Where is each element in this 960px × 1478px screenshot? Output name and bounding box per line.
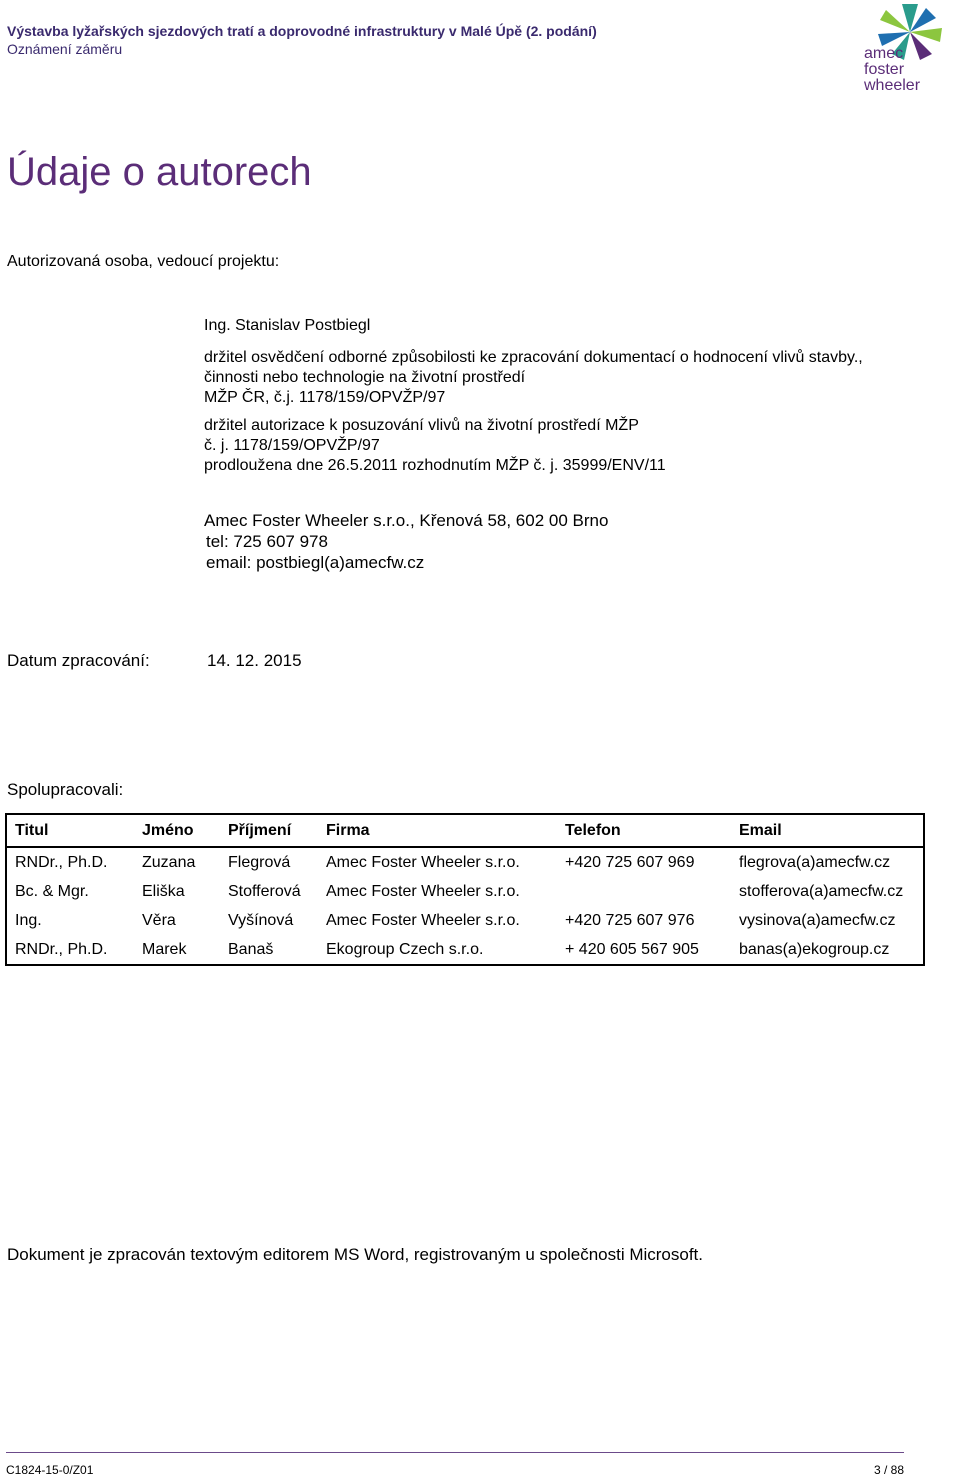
table-cell: Marek (134, 935, 220, 965)
logo-text-line: foster (864, 61, 905, 78)
contact-block (204, 510, 608, 573)
cert-line: činnosti nebo technologie na životní prostředí (204, 369, 526, 386)
column-header: Email (731, 814, 924, 847)
cert-line: MŽP ČR, č.j. 1178/159/OPVŽP/97 (204, 389, 446, 406)
date-value: 14. 12. 2015 (207, 651, 302, 670)
author-name: Ing. Stanislav Postbiegl (204, 317, 371, 334)
table-cell: Flegrová (228, 854, 291, 871)
auth-line: č. j. 1178/159/OPVŽP/97 (204, 437, 380, 454)
collaborators-table (5, 813, 925, 966)
table-row (6, 847, 924, 877)
author-name-block (204, 316, 370, 336)
table-row (6, 935, 924, 965)
company-address: Amec Foster Wheeler s.r.o., Křenová 58, 602 00 Brno (204, 511, 609, 530)
table-cell: Zuzana (142, 854, 196, 871)
table-cell: Eliška (142, 883, 185, 900)
column-header: Titul (6, 814, 134, 847)
table-cell: banas(a)ekogroup.cz (731, 935, 924, 965)
company-logo (846, 2, 960, 102)
author-label: Autorizovaná osoba, vedoucí projektu: (7, 253, 280, 270)
table-cell: RNDr., Ph.D. (6, 935, 134, 965)
column-header: Jméno (134, 814, 220, 847)
logo-text-line: wheeler (864, 77, 921, 94)
auth-line: držitel autorizace k posuzování vlivů na životní prostředí MŽP (204, 417, 639, 434)
column-header: Příjmení (220, 814, 318, 847)
column-header: Firma (318, 814, 557, 847)
table-header-row (6, 814, 924, 847)
table-cell: Stofferová (228, 883, 301, 900)
logo-text-line: amec (864, 45, 904, 62)
table-cell: Ing. (6, 906, 134, 935)
table-row (6, 906, 924, 935)
date-label: Datum zpracování: (7, 651, 150, 670)
table-cell: Banaš (220, 935, 318, 965)
page-title: Údaje o autorech (7, 150, 312, 194)
software-note: Dokument je zpracován textovým editorem MS Word, registrovaným u společnosti Microsoft. (7, 1245, 704, 1264)
table-cell: Amec Foster Wheeler s.r.o. (326, 854, 520, 871)
table-cell: Amec Foster Wheeler s.r.o. (326, 883, 520, 900)
auth-line: prodloužena dne 26.5.2011 rozhodnutím MŽP č. j. 35999/ENV/11 (204, 457, 666, 474)
table-cell: stofferova(a)amecfw.cz (731, 877, 924, 906)
table-row (6, 877, 924, 906)
author-phone: tel: 725 607 978 (206, 532, 328, 551)
column-header: Telefon (557, 814, 731, 847)
table-cell: Věra (142, 912, 176, 929)
table-cell: Amec Foster Wheeler s.r.o. (326, 912, 520, 929)
footer-divider (6, 1452, 904, 1453)
document-code: C1824-15-0/Z01 (6, 1463, 94, 1477)
table-cell: flegrova(a)amecfw.cz (731, 847, 924, 877)
table-cell: + 420 605 567 905 (557, 935, 731, 965)
certification-block (204, 348, 863, 408)
header-title: Výstavba lyžařských sjezdových tratí a doprovodné infrastruktury v Malé Úpě (2. podání) (7, 23, 597, 39)
processing-date (7, 651, 302, 671)
table-cell: Ekogroup Czech s.r.o. (318, 935, 557, 965)
table-cell: Vyšínová (228, 912, 294, 929)
table-cell: +420 725 607 976 (565, 912, 695, 929)
collaborators-label: Spolupracovali: (7, 780, 124, 799)
header-subtitle: Oznámení záměru (7, 41, 123, 57)
table-cell: +420 725 607 969 (565, 854, 695, 871)
author-email: email: postbiegl(a)amecfw.cz (206, 553, 425, 572)
table-cell: RNDr., Ph.D. (6, 847, 134, 877)
authorization-block (204, 416, 666, 476)
table-cell: Bc. & Mgr. (6, 877, 134, 906)
table-cell: vysinova(a)amecfw.cz (731, 906, 924, 935)
page-number: 3 / 88 (873, 1463, 904, 1477)
cert-line: držitel osvědčení odborné způsobilosti ke zpracování dokumentací o hodnocení vlivů stavby., (204, 349, 863, 366)
table-cell (557, 877, 731, 906)
